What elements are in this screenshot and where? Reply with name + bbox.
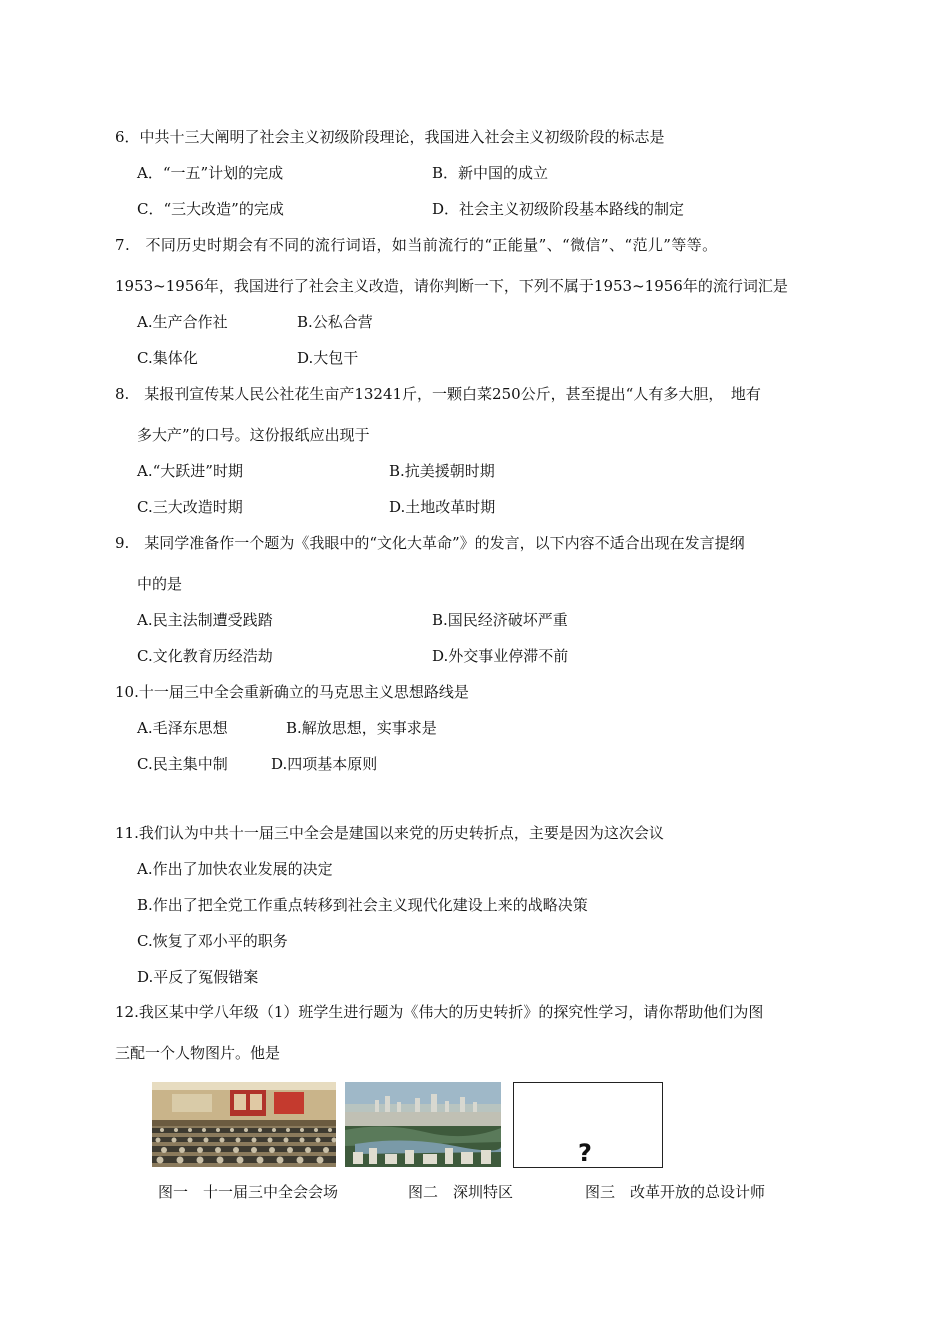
question-7-stem-line-1: 7. 不同历史时期会有不同的流行词语，如当前流行的“正能量”、“微信”、“范儿”等等。	[115, 236, 718, 254]
shenzhen-illustration	[345, 1082, 501, 1167]
question-8-option-b: B.抗美援朝时期	[389, 462, 495, 480]
question-10-option-c: C.民主集中制	[137, 755, 228, 773]
question-9-stem-line-2: 中的是	[137, 575, 183, 593]
question-7-option-b: B.公私合营	[297, 313, 373, 331]
question-6-option-b: B．新中国的成立	[432, 164, 549, 182]
question-6-stem: 6．中共十三大阐明了社会主义初级阶段理论，我国进入社会主义初级阶段的标志是	[115, 128, 665, 146]
question-9-option-d: D.外交事业停滞不前	[432, 647, 569, 665]
question-6-option-a: A．“一五”计划的完成	[137, 164, 284, 182]
question-8-option-c: C.三大改造时期	[137, 498, 243, 516]
question-6-option-d: D．社会主义初级阶段基本路线的制定	[432, 200, 685, 218]
question-12-stem-line-1: 12.我区某中学八年级（1）班学生进行题为《伟大的历史转折》的探究性学习，请你帮助他们为图	[115, 1003, 764, 1021]
question-9-option-a: A.民主法制遭受践踏	[137, 611, 273, 629]
question-9-option-c: C.文化教育历经浩劫	[137, 647, 273, 665]
question-12-stem-line-2: 三配一个人物图片。他是	[115, 1044, 281, 1062]
question-10-option-a: A.毛泽东思想	[137, 719, 228, 737]
question-7-option-c: C.集体化	[137, 349, 198, 367]
question-8-stem-line-2: 多大产”的口号。这份报纸应出现于	[137, 426, 370, 444]
question-7-option-a: A.生产合作社	[137, 313, 228, 331]
question-9-stem-line-1: 9. 某同学准备作一个题为《我眼中的“文化大革命”》的发言，以下内容不适合出现在发言提纲	[115, 534, 745, 552]
question-7-stem-line-2: 1953~1956年，我国进行了社会主义改造，请你判断一下，下列不属于1953~1956年的流行词汇是	[115, 277, 788, 295]
figure-3-placeholder-frame	[513, 1082, 663, 1168]
figure-2-shenzhen-photo	[345, 1082, 501, 1167]
question-10-option-d: D.四项基本原则	[271, 755, 378, 773]
question-11-stem: 11.我们认为中共十一届三中全会是建国以来党的历史转折点，主要是因为这次会议	[115, 824, 664, 842]
question-6-option-c: C．“三大改造”的完成	[137, 200, 284, 218]
meeting-hall-illustration	[152, 1082, 336, 1167]
figure-3-caption: 图三 改革开放的总设计师	[585, 1183, 766, 1201]
question-11-option-b: B.作出了把全党工作重点转移到社会主义现代化建设上来的战略决策	[137, 896, 588, 914]
question-11-option-c: C.恢复了邓小平的职务	[137, 932, 288, 950]
figure-2-caption: 图二 深圳特区	[408, 1183, 514, 1201]
question-10-stem: 10.十一届三中全会重新确立的马克思主义思想路线是	[115, 683, 469, 701]
question-11-option-d: D.平反了冤假错案	[137, 968, 259, 986]
question-7-option-d: D.大包干	[297, 349, 359, 367]
figure-1-caption: 图一 十一届三中全会会场	[158, 1183, 339, 1201]
figure-1-meeting-hall-photo	[152, 1082, 336, 1167]
question-11-option-a: A.作出了加快农业发展的决定	[137, 860, 333, 878]
question-8-stem-line-1: 8. 某报刊宣传某人民公社花生亩产13241斤，一颗白菜250公斤，甚至提出“人有多大胆， 地有	[115, 385, 761, 403]
question-8-option-d: D.土地改革时期	[389, 498, 496, 516]
question-9-option-b: B.国民经济破坏严重	[432, 611, 568, 629]
question-8-option-a: A.“大跃进”时期	[137, 462, 243, 480]
question-10-option-b: B.解放思想，实事求是	[286, 719, 437, 737]
question-mark-icon: ?	[578, 1139, 592, 1167]
